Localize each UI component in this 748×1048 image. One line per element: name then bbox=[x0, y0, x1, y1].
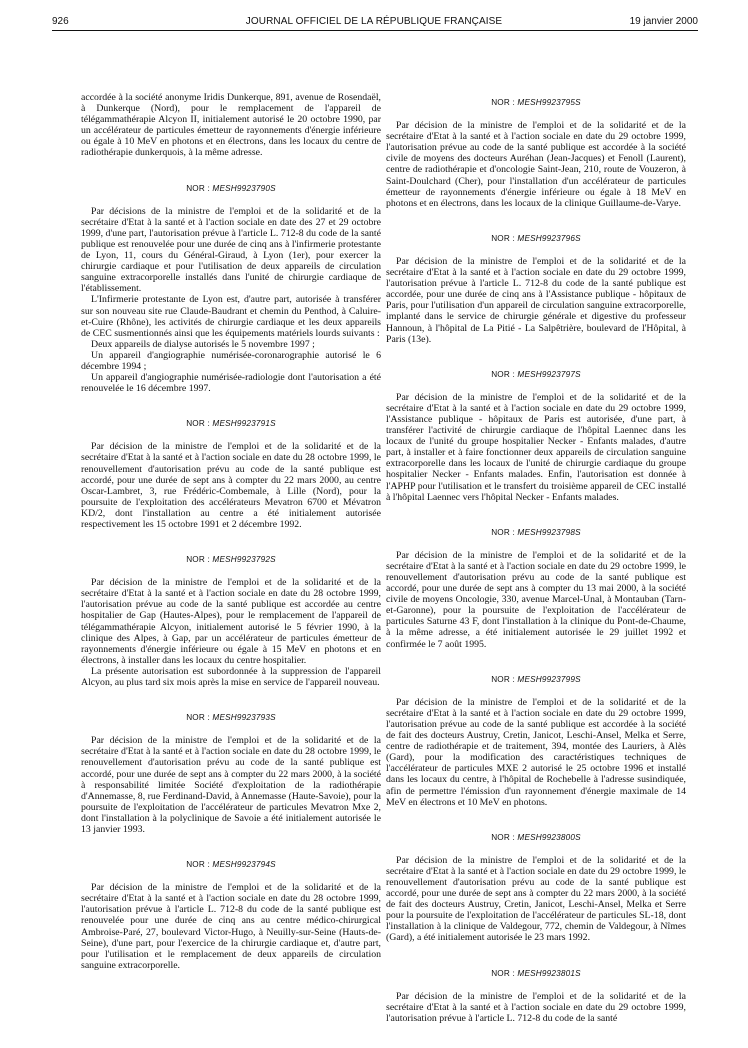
nor-reference bbox=[386, 968, 686, 979]
nor-code: MESH9923798S bbox=[517, 527, 581, 537]
nor-label: NOR : bbox=[491, 968, 515, 978]
decision-entry bbox=[81, 712, 381, 835]
header-rule bbox=[52, 30, 698, 31]
nor-label: NOR : bbox=[186, 713, 210, 723]
nor-label: NOR : bbox=[491, 233, 515, 243]
nor-code: MESH9923792S bbox=[212, 555, 276, 565]
decision-entry bbox=[386, 832, 686, 944]
decision-paragraph: Un appareil d'angiographie numérisée-coronarographie autorisé le 6 décembre 1994 ; bbox=[81, 349, 381, 372]
nor-reference bbox=[386, 832, 686, 843]
decision-paragraph: accordée à la société anonyme Iridis Dunkerque, 891, avenue de Rosendaël, à Dunkerque (Nord), pour le remplacement de l'appareil de télégammathérapie Alcyon II, initialement autorisé le 20 octobre 1990, par un accélérateur de particules émetteur de rayonnements d'énergie inférieure ou égale à 10 MeV en photons et en électrons, dans les locaux du centre de radiothérapie dunkerquois, à la même adresse. bbox=[81, 92, 381, 159]
journal-title: JOURNAL OFFICIEL DE LA RÉPUBLIQUE FRANÇAISE bbox=[245, 16, 503, 27]
nor-reference bbox=[81, 554, 381, 565]
nor-code: MESH9923797S bbox=[517, 369, 581, 379]
nor-code: MESH9923796S bbox=[517, 233, 581, 243]
decision-paragraph: Un appareil d'angiographie numérisée-radiologie dont l'autorisation a été renouvelée le 16 décembre 1997. bbox=[81, 372, 381, 395]
nor-reference bbox=[81, 418, 381, 429]
nor-label: NOR : bbox=[186, 183, 210, 193]
decision-paragraph: Par décision de la ministre de l'emploi et de la solidarité et de la secrétaire d'Etat à la santé et à l'action sociale en date du 29 octobre 1999, le renouvellement d'autorisation prévu au code de la santé publique est accordé, pour une durée de sept ans à compter du 13 mai 2000, à la société civile de moyens Oncologie, 330, avenue Marcel-Unal, à Montauban (Tarn-et-Garonne), pour la poursuite de l'exploitation de l'accélérateur de particules Saturne 43 F, dont l'installation à la clinique du Pont-de-Chaume, à la même adresse, a été initialement autorisée le 29 juillet 1992 et confirmée le 7 août 1995. bbox=[386, 549, 686, 650]
decision-paragraph: Par décisions de la ministre de l'emploi et de la solidarité et de la secrétaire d'Etat à la santé et à l'action sociale en date des 27 et 29 octobre 1999, d'une part, l'autorisation prévue à l'article L. 712-8 du code de la santé publique est renouvelée pour une durée de cinq ans à l'infirmerie protestante de Lyon, 11, cours du Général-Giraud, à Lyon (1er), pour exercer la chirurgie cardiaque et pour l'utilisation de deux appareils de circulation sanguine extracorporelle installés dans l'unité de chirurgie cardiaque de l'établissement. bbox=[81, 205, 381, 295]
nor-code: MESH9923801S bbox=[517, 968, 581, 978]
decision-entry bbox=[386, 97, 686, 209]
decision-paragraph: La présente autorisation est subordonnée à la suppression de l'appareil Alcyon, au plus tard six mois après la mise en service de l'appareil nouveau. bbox=[81, 665, 381, 689]
decision-paragraph: Par décision de la ministre de l'emploi et de la solidarité et de la secrétaire d'Etat à la santé et à l'action sociale en date du 28 octobre 1999, le renouvellement d'autorisation prévu au code de la santé publique est accordé, pour une durée de sept ans à compter du 22 mars 2000, à la société à responsabilité limitée Société d'exploitation de la radiothérapie d'Annemasse, 8, rue Ferdinand-David, à Annemasse (Haute-Savoie), pour la poursuite de l'exploitation de l'accélérateur de particules Mevatron Mxe 2, dont l'installation à la polyclinique de Savoie a été initialement autorisée le 13 janvier 1993. bbox=[81, 735, 381, 835]
nor-code: MESH9923799S bbox=[517, 674, 581, 684]
nor-code: MESH9923794S bbox=[212, 860, 276, 870]
nor-code: MESH9923793S bbox=[212, 713, 276, 723]
left-column bbox=[81, 92, 381, 995]
decision-entry bbox=[386, 968, 686, 1024]
nor-reference bbox=[386, 233, 686, 244]
decision-entry bbox=[81, 859, 381, 971]
decision-paragraph: Deux appareils de dialyse autorisés le 5 novembre 1997 ; bbox=[91, 338, 315, 350]
nor-reference bbox=[81, 712, 381, 723]
decision-paragraph: Par décision de la ministre de l'emploi et de la solidarité et de la secrétaire d'Etat à la santé et à l'action sociale en date du 29 octobre 1999, l'autorisation prévue à l'article L. 712-8 du code de la santé publique est accordée, pour une durée de cinq ans à l'Assistance publique - hôpitaux de Paris, pour l'utilisation d'un appareil de circulation sanguine extracorporelle, implanté dans le service de chirurgie générale et digestive du professeur Hannoun, à l'hôpital de La Pitié - La Salpêtrière, boulevard de l'Hôpital, à Paris (13e). bbox=[386, 255, 686, 345]
nor-reference bbox=[81, 183, 381, 194]
decision-entry bbox=[386, 674, 686, 808]
nor-code: MESH9923800S bbox=[517, 832, 581, 842]
decision-paragraph: Par décision de la ministre de l'emploi et de la solidarité et de la secrétaire d'Etat à la santé et à l'action sociale en date du 29 octobre 1999, l'autorisation prévue à l'article L. 712-8 du code de la santé bbox=[386, 990, 686, 1024]
nor-label: NOR : bbox=[491, 527, 515, 537]
nor-reference bbox=[386, 369, 686, 380]
decision-paragraph: Par décision de la ministre de l'emploi et de la solidarité et de la secrétaire d'Etat à la santé et à l'action sociale en date du 29 octobre 1999, l'autorisation prévue au code de la santé publique est accordée à la société civile de moyens des docteurs Auréhan (Jean-Jacques) et Fenoll (Laurent), centre de radiothérapie et d'oncologie Saint-Jean, 210, route de Vouzeron, à Saint-Doulchard (Cher), pour l'installation d'un accélérateur de particules émetteur de rayonnements d'énergie inférieure ou égale à 18 MeV en photons et en électrons, dans les locaux de la clinique Guillaume-de-Varye. bbox=[386, 120, 686, 209]
decision-entry bbox=[81, 183, 381, 395]
decision-paragraph: Par décision de la ministre de l'emploi et de la solidarité et de la secrétaire d'Etat à la santé et à l'action sociale en date du 28 octobre 1999, le renouvellement d'autorisation prévu au code de la santé publique est accordé, pour une durée de sept ans à compter du 22 mars 2000, au centre Oscar-Lambret, 3, rue Frédéric-Combemale, à Lille (Nord), pour la poursuite de l'exploitation des accélérateurs Mevatron 6700 et Mévatron KD/2, dont l'installation au centre a été initialement autorisée respectivement les 15 octobre 1991 et 2 décembre 1992. bbox=[81, 441, 381, 530]
decision-entry bbox=[386, 233, 686, 345]
decision-entry bbox=[386, 527, 686, 650]
page-number: 926 bbox=[52, 16, 69, 27]
decision-paragraph: Par décision de la ministre de l'emploi et de la solidarité et de la secrétaire d'Etat à la santé et à l'action sociale en date du 28 octobre 1999, l'autorisation prévue au code de la santé publique est accordée au centre hospitalier de Gap (Hautes-Alpes), pour le remplacement de l'appareil de télégammathérapie Alcyon, initialement autorisé le 5 février 1990, à la clinique des Alpes, à Gap, par un accélérateur de particules émetteur de rayonnements d'énergie inférieure ou égale à 15 MeV en photons et en électrons, à installer dans les locaux du centre hospitalier. bbox=[81, 577, 381, 666]
decision-entry bbox=[81, 92, 381, 159]
nor-label: NOR : bbox=[491, 98, 515, 107]
nor-label: NOR : bbox=[186, 419, 210, 429]
nor-reference bbox=[386, 97, 686, 108]
decision-entry bbox=[81, 554, 381, 688]
right-column bbox=[386, 97, 686, 1048]
decision-paragraph: Par décision de la ministre de l'emploi et de la solidarité et de la secrétaire d'Etat à la santé et à l'action sociale en date du 29 octobre 1999, le renouvellement d'autorisation prévu au code de la santé publique est accordé, pour une durée de sept ans à compter du 22 mars 2000, à la société de fait des docteurs Austruy, Cretin, Janicot, Leschi-Ansel, Melka et Serre pour la poursuite de l'exploitation de l'accélérateur de particules SL-18, dont l'installation à la clinique de Valdegour, 772, chemin de Valdegour, à Nîmes (Gard), a été initialement autorisée le 23 mars 1992. bbox=[386, 854, 686, 944]
decision-paragraph: L'Infirmerie protestante de Lyon est, d'autre part, autorisée à transférer sur son nouveau site rue Claude-Baudrant et chemin du Penthod, à Caluire-et-Cuire (Rhône), les activités de chirurgie cardiaque et les deux appareils de CEC susmentionnés ainsi que les équipements matériels lourds suivants : bbox=[81, 294, 381, 339]
nor-label: NOR : bbox=[491, 674, 515, 684]
issue-date: 19 janvier 2000 bbox=[629, 16, 698, 27]
nor-code: MESH9923795S bbox=[517, 98, 581, 107]
nor-code: MESH9923790S bbox=[212, 183, 276, 193]
nor-label: NOR : bbox=[491, 369, 515, 379]
nor-reference bbox=[81, 859, 381, 870]
nor-code: MESH9923791S bbox=[212, 419, 276, 429]
decision-paragraph: Par décision de la ministre de l'emploi et de la solidarité et de la secrétaire d'Etat à la santé et à l'action sociale en date du 28 octobre 1999, l'autorisation prévue à l'article L. 712-8 du code de la santé publique est renouvelée pour une durée de cinq ans au centre médico-chirurgical Ambroise-Paré, 27, boulevard Victor-Hugo, à Neuilly-sur-Seine (Hauts-de-Seine), d'une part, pour l'exercice de la chirurgie cardiaque et, d'autre part, pour l'utilisation et le remplacement de deux appareils de circulation sanguine extracorporelle. bbox=[81, 882, 381, 971]
nor-label: NOR : bbox=[186, 860, 210, 870]
decision-paragraph: Par décision de la ministre de l'emploi et de la solidarité et de la secrétaire d'Etat à la santé et à l'action sociale en date du 29 octobre 1999, l'Assistance publique - hôpitaux de Paris est autorisée, d'une part, à transférer l'activité de chirurgie cardiaque de l'hôpital Laennec dans les locaux de l'unité du groupe hospitalier Necker - Enfants malades, d'autre part, à installer et à faire fonctionner deux appareils de circulation sanguine extracorporelle dans les locaux de l'unité de chirurgie cardiaque du groupe hospitalier Necker - Enfants malades. Enfin, l'autorisation est donnée à l'APHP pour l'utilisation et le transfert du troisième appareil de CEC installé à l'hôpital Laennec vers l'hôpital Necker - Enfants malades. bbox=[386, 391, 686, 503]
page-header bbox=[0, 0, 748, 40]
decision-entry bbox=[386, 369, 686, 503]
nor-reference bbox=[386, 674, 686, 685]
nor-label: NOR : bbox=[491, 832, 515, 842]
nor-reference bbox=[386, 527, 686, 538]
decision-entry bbox=[81, 418, 381, 530]
decision-paragraph: Par décision de la ministre de l'emploi et de la solidarité et de la secrétaire d'Etat à la santé et à l'action sociale en date du 29 octobre 1999, l'autorisation prévue au code de la santé publique est accordée à la société de fait des docteurs Austruy, Cretin, Janicot, Leschi-Ansel, Melka et Serre, centre de radiothérapie et de traitement, 394, montée des Lauriers, à Alès (Gard), pour la modification des caractéristiques techniques de l'accélérateur de particules MXE 2 autorisé le 25 octobre 1996 et installé dans les locaux du centre, à l'hôpital de Rochebelle à l'adresse susindiquée, afin de permettre l'émission d'un rayonnement d'énergie maximale de 14 MeV en électrons et 10 MeV en photons. bbox=[386, 696, 686, 808]
nor-label: NOR : bbox=[186, 555, 210, 565]
